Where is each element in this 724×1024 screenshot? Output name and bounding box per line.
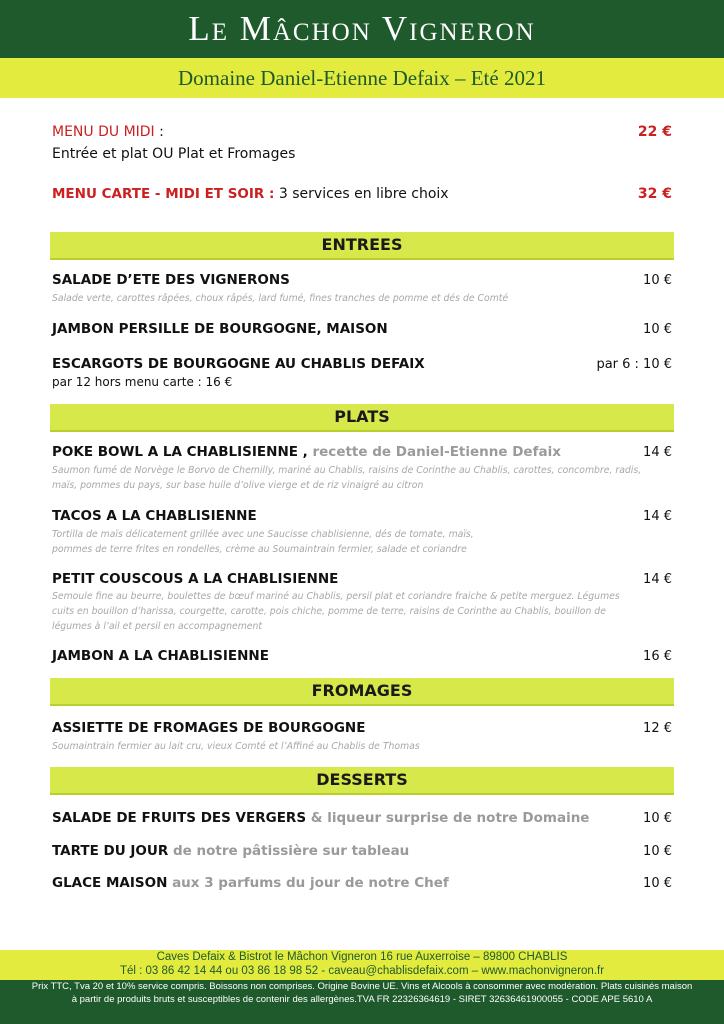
section-fromages xyxy=(50,678,674,706)
item-glace-maison-name: GLACE MAISON xyxy=(52,875,168,891)
item-tacos: TACOS A LA CHABLISIENNE xyxy=(52,508,257,524)
footer-legal-2: à partir de produits bruts et susceptibles de contenir des allergènes.TVA FR 22326364619 - SIRET 32636461900055 - CODE APE 5610 A xyxy=(71,994,653,1005)
item-salade-ete: SALADE D’ETE DES VIGNERONS xyxy=(52,272,290,288)
item-salade-ete-price: 10 € xyxy=(643,273,672,288)
menu-midi-colon: : xyxy=(154,124,164,140)
header-banner xyxy=(0,0,724,58)
footer-contact: Tél : 03 86 42 14 44 ou 03 86 18 98 52 - caveau@chablisdefaix.com – www.machonvigneron.fr xyxy=(119,965,605,977)
item-salade-fruits-name: SALADE DE FRUITS DES VERGERS xyxy=(52,810,307,826)
item-tarte-jour xyxy=(52,843,409,859)
item-jambon-persille: JAMBON PERSILLE DE BOURGOGNE, MAISON xyxy=(52,321,388,337)
item-tarte-jour-name: TARTE DU JOUR xyxy=(52,843,169,859)
item-couscous-price: 14 € xyxy=(643,572,672,587)
section-entrees-title: ENTREES xyxy=(321,235,403,254)
menu-midi-label: MENU DU MIDI xyxy=(52,124,155,140)
item-glace-maison-price: 10 € xyxy=(643,876,672,891)
item-escargots: ESCARGOTS DE BOURGOGNE AU CHABLIS DEFAIX xyxy=(52,356,425,372)
menu-midi-heading xyxy=(52,124,164,140)
item-tacos-price: 14 € xyxy=(643,509,672,524)
menu-carte-detail: 3 services en libre choix xyxy=(274,186,449,202)
item-salade-fruits-suffix: & liqueur surprise de notre Domaine xyxy=(306,810,590,826)
section-desserts xyxy=(50,767,674,795)
item-poke-bowl xyxy=(52,444,561,460)
item-salade-fruits-price: 10 € xyxy=(643,811,672,826)
item-escargots-price: par 6 : 10 € xyxy=(596,357,672,372)
item-salade-fruits xyxy=(52,810,589,826)
item-jambon-chablisienne: JAMBON A LA CHABLISIENNE xyxy=(52,648,269,664)
item-glace-maison-suffix: aux 3 parfums du jour de notre Chef xyxy=(167,875,449,891)
menu-carte-heading xyxy=(52,186,449,202)
section-fromages-title: FROMAGES xyxy=(311,681,413,700)
section-entrees xyxy=(50,232,674,260)
restaurant-title: Le Mâchon Vigneron xyxy=(188,9,536,48)
item-tarte-jour-suffix: de notre pâtissière sur tableau xyxy=(168,843,410,859)
item-poke-bowl-name: POKE BOWL A LA CHABLISIENNE , xyxy=(52,444,308,460)
item-salade-ete-desc: Salade verte, carottes râpées, choux râpés, lard fumé, fines tranches de pomme et dés de Comté xyxy=(52,293,509,304)
item-jambon-persille-price: 10 € xyxy=(643,322,672,337)
item-glace-maison xyxy=(52,875,449,891)
item-assiette-fromages-desc: Soumaintrain fermier au lait cru, vieux Comté et l’Affiné au Chablis de Thomas xyxy=(52,741,420,752)
footer-legal-1: Prix TTC, Tva 20 et 10% service compris. Boissons non comprises. Origine Bovine UE. Vins et Alcools à consommer avec modération. Plats cuisinés maison xyxy=(31,981,693,992)
item-tarte-jour-price: 10 € xyxy=(643,844,672,859)
section-plats xyxy=(50,404,674,432)
menu-midi-detail: Entrée et plat OU Plat et Fromages xyxy=(52,146,296,162)
menu-midi-price: 22 € xyxy=(637,124,672,140)
subtitle-banner xyxy=(0,58,724,98)
item-poke-bowl-suffix: recette de Daniel-Etienne Defaix xyxy=(307,444,561,460)
domaine-subtitle: Domaine Daniel-Etienne Defaix – Eté 2021 xyxy=(178,66,546,90)
item-assiette-fromages: ASSIETTE DE FROMAGES DE BOURGOGNE xyxy=(52,720,366,736)
item-poke-bowl-price: 14 € xyxy=(643,445,672,460)
footer-address: Caves Defaix & Bistrot le Mâchon Vigneron 16 rue Auxerroise – 89800 CHABLIS xyxy=(156,951,568,963)
item-escargots-extra: par 12 hors menu carte : 16 € xyxy=(52,375,233,389)
item-assiette-fromages-price: 12 € xyxy=(643,721,672,736)
item-poke-bowl-desc: Saumon fumé de Norvège le Borvo de Chemilly, mariné au Chablis, raisins de Corinthe au Chablis, carottes, concombre, radis, maïs, pommes du pays, sur base huile d’olive vierge et de riz vinaigré au citron xyxy=(52,465,642,491)
menu-carte-price: 32 € xyxy=(637,186,672,202)
item-couscous-desc: Semoule fine au beurre, boulettes de bœuf mariné au Chablis, persil plat et coriandre fraiche & petite merguez. Légumes cuits en bouillon d’harissa, courgette, carotte, pois chiche, pomme de terre, raisins de Corinthe au Chablis, bouillon de légumes à l’ail et persil en accompagnement xyxy=(52,591,620,632)
section-desserts-title: DESSERTS xyxy=(316,770,408,789)
item-jambon-chablisienne-price: 16 € xyxy=(643,649,672,664)
item-tacos-desc: Tortilla de maïs délicatement grillée avec une Saucisse chablisienne, dés de tomate, maïs, pommes de terre frites en rondelles, crème au Soumaintrain fermier, salade et coriandre xyxy=(52,529,474,555)
item-couscous: PETIT COUSCOUS A LA CHABLISIENNE xyxy=(52,571,339,587)
section-plats-title: PLATS xyxy=(334,407,390,426)
menu-carte-label: MENU CARTE - MIDI ET SOIR : xyxy=(52,186,275,202)
